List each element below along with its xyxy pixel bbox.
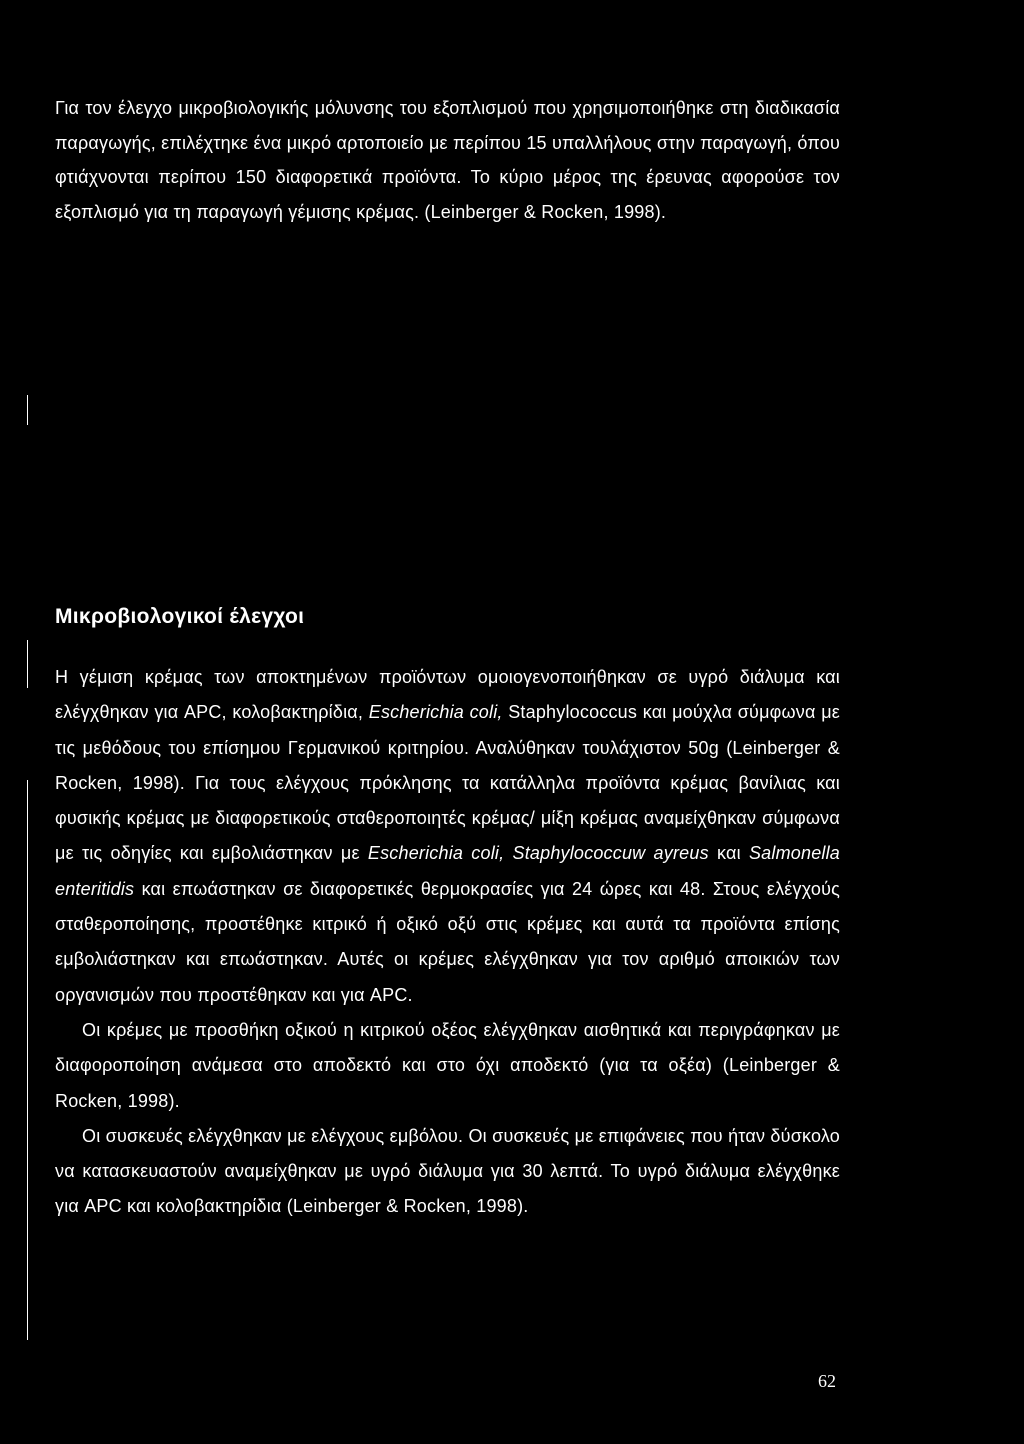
margin-line-middle [27,640,28,688]
paragraph-methods-b: Escherichia coli, [368,702,503,723]
paragraph-methods-d: Escherichia coli, Staphylococcuw ayreus [367,843,709,864]
paragraph-methods [55,660,840,1013]
paragraph-methods-a: Η γέμιση κρέμας των αποκτημένων προϊόντων ομοιογενοποιήθηκαν σε υγρό διάλυμα και ελέγχθηκαν για APC, κολοβακτηρίδια, [55,667,840,723]
intro-text: Για τον έλεγχο μικροβιολογικής μόλυνσης του εξοπλισμού που χρησιμοποιήθηκε στη διαδικασία παραγωγής, επιλέχτηκε ένα μικρό αρτοποιείο με περίπου 15 υπαλλήλους στην παραγωγή, όπου φτιάχνονται περίπου 150 διαφορετικά προϊόντα. Το κύριο μέρος της έρευνας αφορούσε τον εξοπλισμό για τη παραγωγή γέμισης κρέμας. (Leinberger & Rocken, 1998). [55,98,840,222]
paragraph-methods-f: Salmonella enteritidis [55,843,841,899]
paragraph-acids: Οι κρέμες με προσθήκη οξικού η κιτρικού οξέος ελέγχθηκαν αισθητικά και περιγράφηκαν με διαφοροποίηση ανάμεσα στο αποδεκτό και στο όχι αποδεκτό (για τα οξέα) (Leinberger & Rocken, 1998). [55,1019,840,1111]
paragraph-methods-g: και επωάστηκαν σε διαφορετικές θερμοκρασίες για 24 ώρες και 48. Στους ελέγχούς σταθεροποίησης, προστέθηκε κιτρικό ή οξικό οξύ στις κρέμες και αυτά τα προϊόντα επίσης εμβολιάστηκαν και επωάστηκαν. Αυτές οι κρέμες ελέγχθηκαν για τον αριθμό αποικιών των οργανισμών που προστέθηκαν και για APC. [55,878,840,1005]
paragraph-methods-c: Staphylococcus και μούχλα σύμφωνα με τις μεθόδους του επίσημου Γερμανικού κριτηρίου. Αναλύθηκαν τουλάχιστον 50g (Leinberger & Rocken, 1998). Για τους ελέγχους πρόκλησης τα κατάλληλα προϊόντα κρέμας βανίλιας και φυσικής κρέμας με διαφορετικούς σταθεροποιητές κρέμας/ μίξη κρέμας αναμείχθηκαν σύμφωνα με τις οδηγίες και εμβολιάστηκαν με [55,702,841,864]
section-body [55,660,840,1225]
paragraph-methods-e: και [708,843,749,864]
section-heading: Μικροβιολογικοί έλεγχοι [55,605,305,628]
margin-line-top [27,395,28,425]
intro-paragraph [55,91,840,229]
margin-line-bottom [27,780,28,1340]
page-number: 62 [818,1371,836,1391]
paragraph-devices: Οι συσκευές ελέγχθηκαν με ελέγχους εμβόλου. Οι συσκευές με επιφάνειες που ήταν δύσκολο να κατασκευαστούν αναμείχθηκαν με υγρό διάλυμα για 30 λεπτά. Το υγρό διάλυμα ελέγχθηκε για APC και κολοβακτηρίδια (Leinberger & Rocken, 1998). [55,1125,840,1217]
